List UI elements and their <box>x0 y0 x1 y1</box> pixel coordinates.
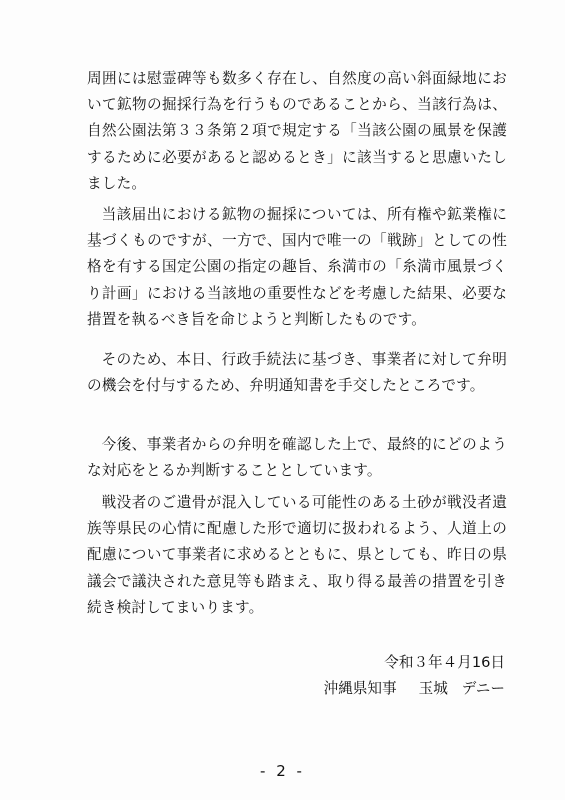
paragraph-5: 戦没者のご遺骨が混入している可能性のある土砂が戦没者遺族等県民の心情に配慮した形で適切に扱われるよう、人道上の配慮について事業者に求めるとともに、県としても、昨日の県議会で議決された意見等も踏まえ、取り得る最善の措置を引き続き検討してまいります。 <box>87 494 507 616</box>
signer-given-name: デニー <box>461 680 505 697</box>
page-number: - 2 - <box>260 762 305 780</box>
issue-date: 令和３年４月16日 <box>384 654 505 671</box>
paragraph-3: そのため、本日、行政手続法に基づき、事業者に対して弁明の機会を付与するため、弁明通知書を手交したところです。 <box>87 351 508 395</box>
signature-block <box>324 676 505 702</box>
paragraph-2: 当該届出における鉱物の掘採については、所有権や鉱業権に基づくものですが、一方で、国内で唯一の「戦跡」としての性格を有する国定公園の指定の趣旨、糸満市の「糸満市風景づくり計画」における当該地の重要性などを考慮した結果、必要な措置を執るべき旨を命じようと判断したものです。 <box>87 206 507 328</box>
paragraph-4: 今後、事業者からの弁明を確認した上で、最終的にどのような対応をとるか判断することとしています。 <box>87 436 507 480</box>
signer-surname: 玉城 <box>418 680 448 697</box>
paragraph-1: 周囲には慰霊碑等も数多く存在し、自然度の高い斜面緑地において鉱物の掘採行為を行うものであることから、当該行為は、自然公園法第３３条第２項で規定する「当該公園の風景を保護するために必要があると認めるとき」に該当すると思慮いたしました。 <box>87 70 507 192</box>
signer-title: 沖縄県知事 <box>323 680 397 697</box>
